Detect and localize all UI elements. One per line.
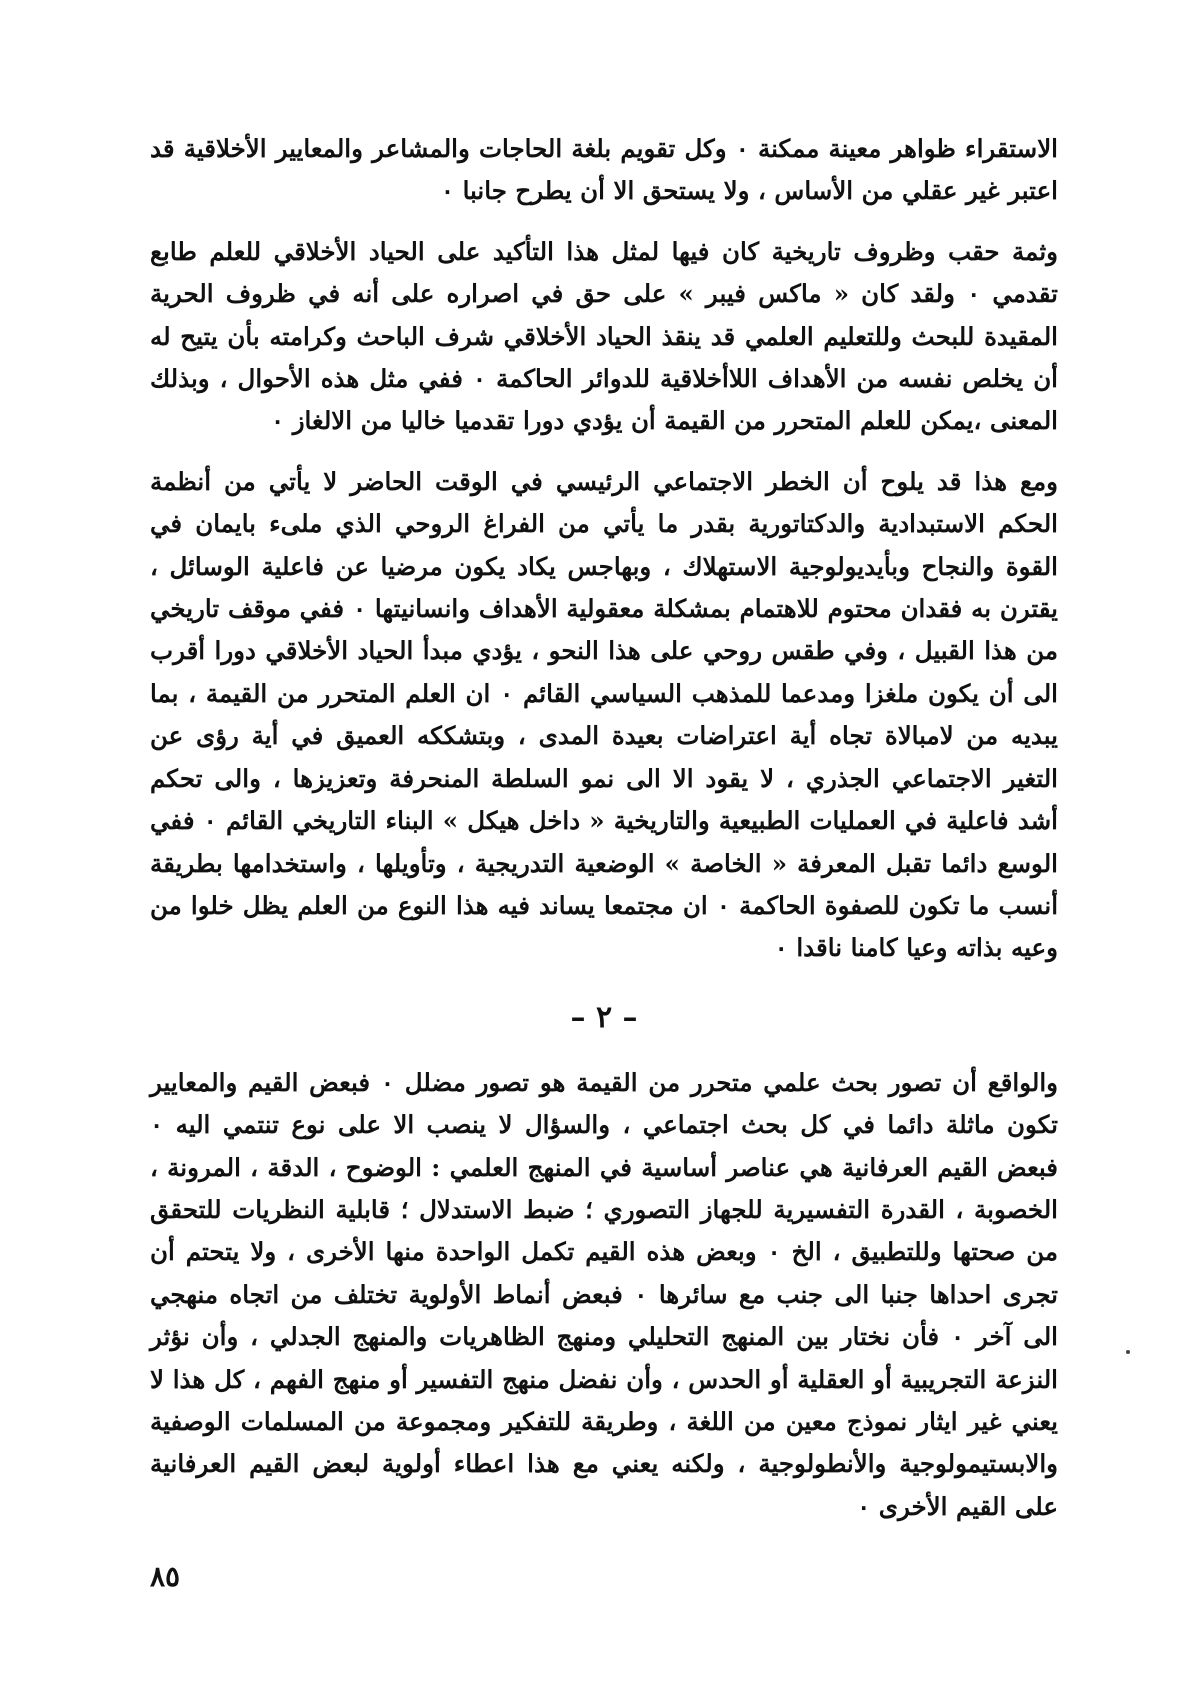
paragraph-3: ومع هذا قد يلوح أن الخطر الاجتماعي الرئيسي في الوقت الحاضر لا يأتي من أنظمة الحكم الاستبدادية والدكتاتورية بقدر ما يأتي من الفراغ الروحي الذي ملىء بايمان في القوة والنجاح وبأيديولوجية الاستهلاك ، وبهاجس يكاد يكون مرضيا عن فاعلية الوسائل ، يقترن به فقدان محتوم للاهتمام بمشكلة معقولية الأهداف وانسانيتها ٠ ففي موقف تاريخي من هذا القبيل ، وفي طقس روحي على هذا النحو ، يؤدي مبدأ الحياد الأخلاقي دورا أقرب الى أن يكون ملغزا ومدعما للمذهب السياسي القائم ٠ ان العلم المتحرر من القيمة ، بما يبديه من لامبالاة تجاه أية اعتراضات بعيدة المدى ، وبتشككه العميق في أية رؤى عن التغير الاجتماعي الجذري ، لا يقود الا الى نمو السلطة المنحرفة وتعزيزها ، والى تحكم أشد فاعلية في العمليات الطبيعية والتاريخية « داخل هيكل » البناء التاريخي القائم ٠ ففي الوسع دائما تقبل المعرفة « الخاصة » الوضعية التدريجية ، وتأويلها ، واستخدامها بطريقة أنسب ما تكون للصفوة الحاكمة ٠ ان مجتمعا يساند فيه هذا النوع من العلم يظل خلوا من وعيه بذاته وعيا كامنا ناقدا ٠ — [150, 466, 1059, 963]
paragraph-1: الاستقراء ظواهر معينة ممكنة ٠ وكل تقويم بلغة الحاجات والمشاعر والمعايير الأخلاقية قد اعتبر غير عقلي من الأساس ، ولا يستحق الا أن يطرح جانبا ٠ — [150, 134, 1058, 206]
paragraph-spacer — [150, 213, 1058, 231]
ink-speck — [1126, 1350, 1130, 1354]
document-page — [150, 128, 1058, 1528]
paragraph-spacer — [150, 443, 1058, 461]
paragraph-2: وثمة حقب وظروف تاريخية كان فيها لمثل هذا التأكيد على الحياد الأخلاقي للعلم طابع تقدمي ٠ ولقد كان « ماكس فيبر » على حق في اصراره على أنه في ظروف الحرية المقيدة للبحث وللتعليم العلمي قد ينقذ الحياد الأخلاقي شرف الباحث وكرامته بأن يتيح له أن يخلص نفسه من الأهداف اللاأخلاقية للدوائر الحاكمة ٠ ففي مثل هذه الأحوال ، وبذلك المعنى ،يمكن للعلم المتحرر من القيمة أن يؤدي دورا تقدميا خاليا من الالغاز ٠ — [150, 236, 1058, 436]
paragraph-4: والواقع أن تصور بحث علمي متحرر من القيمة هو تصور مضلل ٠ فبعض القيم والمعايير تكون ماثلة دائما في كل بحث اجتماعي ، والسؤال لا ينصب الا على نوع تنتمي اليه ٠ فبعض القيم العرفانية هي عناصر أساسية في المنهج العلمي : الوضوح ، الدقة ، المرونة ، الخصوبة ، القدرة التفسيرية للجهاز التصوري ؛ ضبط الاستدلال ؛ قابلية النظريات للتحقق من صحتها وللتطبيق ، الخ ٠ وبعض هذه القيم تكمل الواحدة منها الأخرى ، ولا يتحتم أن تجرى احداها جنبا الى جنب مع سائرها ٠ فبعض أنماط الأولوية تختلف من اتجاه منهجي الى آخر ٠ فأن نختار بين المنهج التحليلي ومنهج الظاهريات والمنهج الجدلي ، وأن نؤثر النزعة التجريبية أو العقلية أو الحدس ، وأن نفضل منهج التفسير أو منهج الفهم ، كل هذا لا يعني غير ايثار نموذج معين من اللغة ، وطريقة للتفكير ومجموعة من المسلمات الوصفية والابستيمولوجية والأنطولوجية ، ولكنه يعني مع هذا اعطاء أولوية لبعض القيم العرفانية على القيم الأخرى ٠ — [150, 1067, 1058, 1521]
page-number: ٨٥ — [150, 1560, 181, 1593]
section-number: – ٢ – — [570, 999, 638, 1035]
